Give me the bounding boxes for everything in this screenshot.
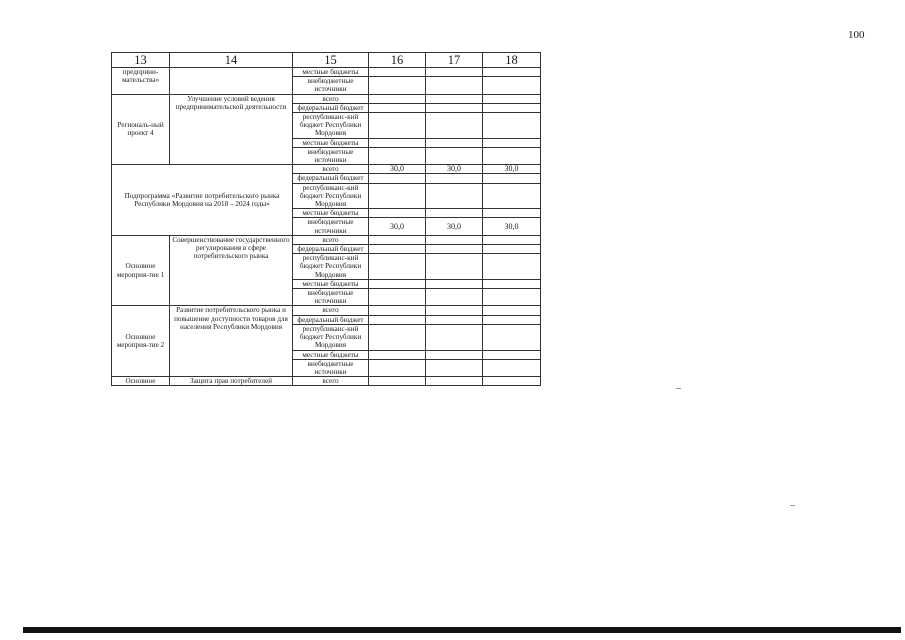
scan-edge-bar bbox=[23, 627, 901, 633]
section-description: Улучшение условий ведения предпринимательской деятельности bbox=[170, 94, 293, 165]
section-description: Развитие потребительского рынка и повышение доступности товаров для населения Республики Мордовия bbox=[170, 306, 293, 377]
column-header: 14 bbox=[170, 53, 293, 68]
value-cell: 30,0 bbox=[426, 218, 483, 235]
section-name: Подпрограмма «Развитие потребительского рынка Республики Мордовия на 2018 – 2024 годы» bbox=[112, 165, 293, 236]
table-header-row bbox=[112, 53, 541, 68]
table-row bbox=[112, 68, 541, 77]
source-cell: внебюджетные источники bbox=[293, 289, 369, 306]
value-cell: 30,0 bbox=[483, 165, 541, 174]
budget-table bbox=[111, 52, 541, 386]
value-cell: 30,0 bbox=[369, 165, 426, 174]
source-cell: республиканс-кий бюджет Республики Мордовия bbox=[293, 324, 369, 350]
section-name: предприни-мательства» bbox=[112, 68, 170, 95]
section-description: Совершенствование государственного регулирования в сфере потребительского рынка bbox=[170, 235, 293, 306]
source-cell: внебюджетные источники bbox=[293, 218, 369, 235]
table-row bbox=[112, 165, 541, 174]
table-row bbox=[112, 377, 541, 386]
source-cell: местные бюджеты bbox=[293, 138, 369, 147]
source-cell: внебюджетные источники bbox=[293, 77, 369, 94]
value-cell: 30,0 bbox=[483, 218, 541, 235]
table-row bbox=[112, 235, 541, 244]
scan-mark bbox=[676, 388, 681, 389]
source-cell: республиканс-кий бюджет Республики Мордовия bbox=[293, 113, 369, 139]
source-cell: местные бюджеты bbox=[293, 350, 369, 359]
value-cell: 30,0 bbox=[426, 165, 483, 174]
source-cell: всего bbox=[293, 165, 369, 174]
table-row bbox=[112, 94, 541, 103]
source-cell: республиканс-кий бюджет Республики Мордовия bbox=[293, 254, 369, 280]
section-description: Защита прав потребителей bbox=[170, 377, 293, 386]
source-cell: федеральный бюджет bbox=[293, 315, 369, 324]
source-cell: федеральный бюджет bbox=[293, 174, 369, 183]
value-cell: 30,0 bbox=[369, 218, 426, 235]
source-cell: местные бюджеты bbox=[293, 279, 369, 288]
column-header: 16 bbox=[369, 53, 426, 68]
source-cell: местные бюджеты bbox=[293, 209, 369, 218]
column-header: 18 bbox=[483, 53, 541, 68]
source-cell: всего bbox=[293, 235, 369, 244]
source-cell: федеральный бюджет bbox=[293, 103, 369, 112]
column-header: 13 bbox=[112, 53, 170, 68]
source-cell: внебюджетные источники bbox=[293, 147, 369, 164]
section-name: Основное мероприя-тие 1 bbox=[112, 235, 170, 306]
table-row bbox=[112, 306, 541, 315]
page-number: 100 bbox=[848, 29, 865, 41]
source-cell: республиканс-кий бюджет Республики Мордовия bbox=[293, 183, 369, 209]
section-name: Основное мероприя-тие 2 bbox=[112, 306, 170, 377]
source-cell: всего bbox=[293, 377, 369, 386]
section-name: Основное bbox=[112, 377, 170, 386]
source-cell: всего bbox=[293, 306, 369, 315]
column-header: 15 bbox=[293, 53, 369, 68]
source-cell: федеральный бюджет bbox=[293, 245, 369, 254]
section-name: Региональ-ный проект 4 bbox=[112, 94, 170, 165]
source-cell: всего bbox=[293, 94, 369, 103]
source-cell: внебюджетные источники bbox=[293, 359, 369, 376]
scan-mark bbox=[790, 505, 795, 506]
column-header: 17 bbox=[426, 53, 483, 68]
source-cell: местные бюджеты bbox=[293, 68, 369, 77]
